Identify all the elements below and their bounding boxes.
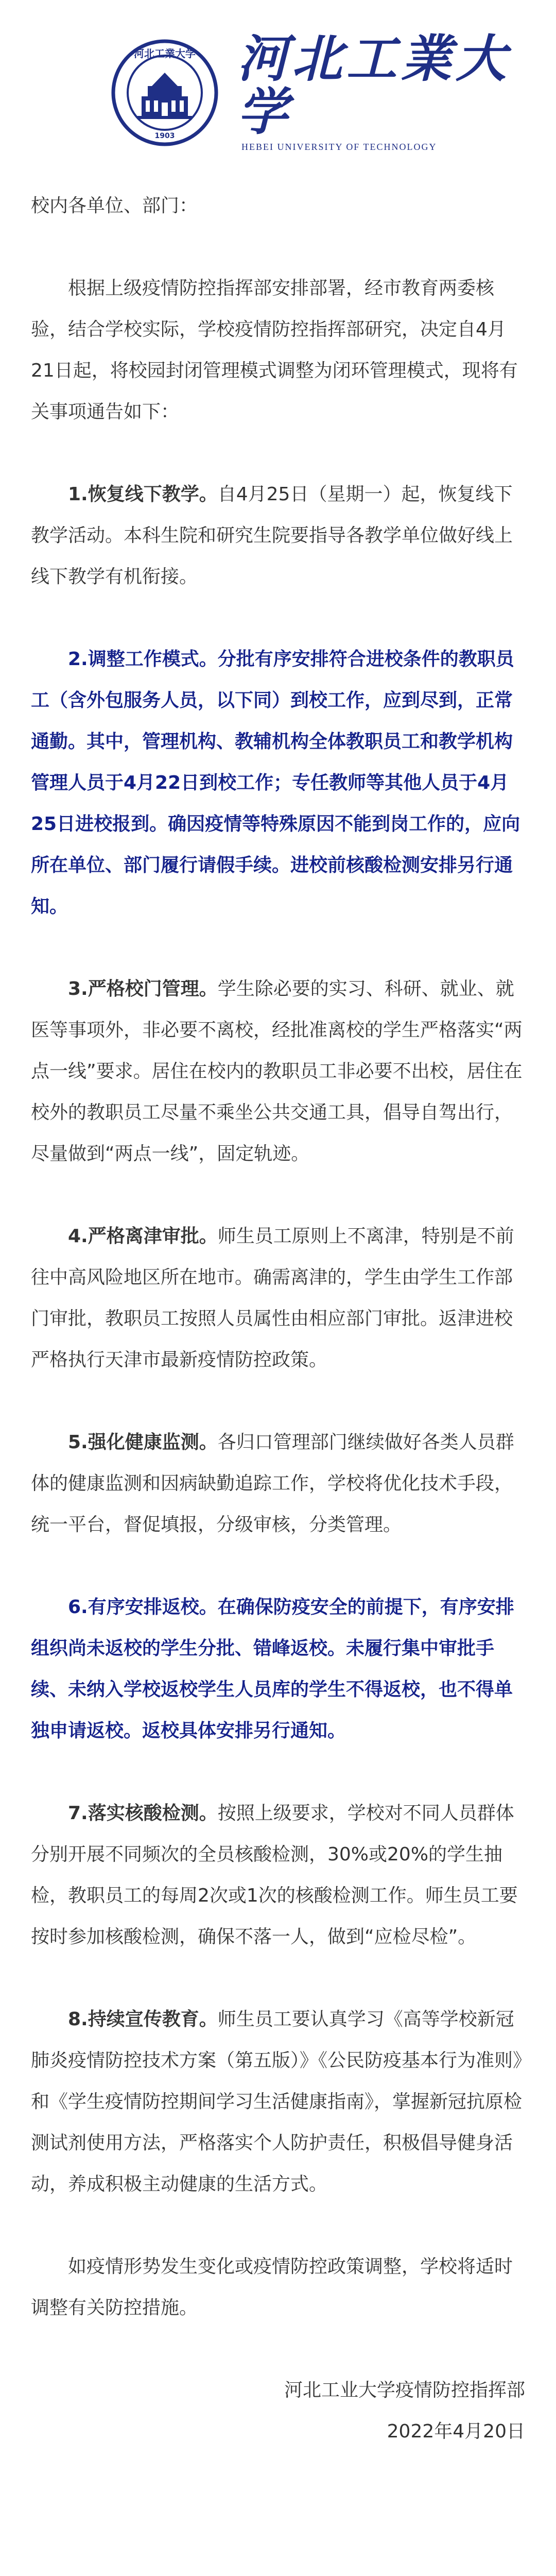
item-8-title: 8.持续宣传教育。 [68,2009,218,2030]
item-5-body: 各归口管理部门继续做好各类人员群体的健康监测和因病缺勤追踪工作，学校将优化技术手段，统一平台，督促填报，分级审核，分类管理。 [31,1432,514,1535]
notice-body [0,185,556,2452]
item-7 [31,1793,525,1958]
item-3 [31,969,525,1175]
item-3-body: 学生除必要的实习、科研、就业、就医等事项外，非必要不离校，经批准离校的学生严格落实“两点一线”要求。居住在校内的教职员工非必要不出校，居住在校外的教职员工尽量不乘坐公共交通工具，倡导自驾出行，尽量做到“两点一线”，固定轨迹。 [31,978,523,1164]
signature: 河北工业大学疫情防控指挥部 [284,2380,525,2401]
item-2: 2.调整工作模式。分批有序安排符合进校条件的教职员工（含外包服务人员，以下同）到校工作，应到尽到，正常通勤。其中，管理机构、教辅机构全体教职员工和教学机构管理人员于4月22日到校工作；专任教师等其他人员于4月25日进校报到。确因疫情等特殊原因不能到岗工作的，应向所在单位、部门履行请假手续。进校前核酸检测安排另行通知。 [31,649,520,917]
university-name-english: HEBEI UNIVERSITY OF TECHNOLOGY [241,142,437,152]
item-4-body: 师生员工原则上不离津，特别是不前往中高风险地区所在地市。确需离津的，学生由学生工作部门审批，教职员工按照人员属性由相应部门审批。返津进校严格执行天津市最新疫情防控政策。 [31,1226,514,1370]
item-7-title: 7.落实核酸检测。 [68,1803,218,1824]
item-1-body: 自4月25日（星期一）起，恢复线下教学活动。本科生院和研究生院要指导各教学单位做好线上线下教学有机衔接。 [31,484,513,587]
university-seal-logo [111,39,219,147]
item-8-body: 师生员工要认真学习《高等学校新冠肺炎疫情防控技术方案（第五版）》《公民防疫基本行为准则》和《学生疫情防控期间学习生活健康指南》，掌握新冠抗原检测试剂使用方法，严格落实个人防护责任，积极倡导健身活动，养成积极主动健康的生活方式。 [31,2009,523,2195]
intro-paragraph: 根据上级疫情防控指挥部安排部署，经市教育两委核验，结合学校实际，学校疫情防控指挥部研究，决定自4月21日起，将校园封闭管理模式调整为闭环管理模式，现将有关事项通告如下： [31,278,518,422]
svg-text:河北工業大学: 河北工業大学 [134,47,196,60]
item-3-title: 3.严格校门管理。 [68,978,218,999]
closing-paragraph: 如疫情形势发生变化或疫情防控政策调整，学校将适时调整有关防控措施。 [31,2256,513,2318]
university-name-logo: 河北工業大学 [237,29,511,142]
item-4 [31,1216,525,1381]
item-1-title: 1.恢复线下教学。 [68,484,218,505]
item-1 [31,474,525,598]
svg-text:1903: 1903 [154,132,175,140]
item-8 [31,1999,525,2205]
greeting: 校内各单位、部门： [31,195,198,216]
item-7-body: 按照上级要求，学校对不同人员群体分别开展不同频次的全员核酸检测，30%或20%的学生抽检，教职员工的每周2次或1次的核酸检测工作。师生员工要按时参加核酸检测，确保不落一人，做到“应检尽检”。 [31,1803,518,1947]
date: 2022年4月20日 [387,2421,525,2442]
item-5 [31,1422,525,1546]
item-4-title: 4.严格离津审批。 [68,1226,218,1247]
item-6: 6.有序安排返校。在确保防疫安全的前提下，有序安排组织尚未返校的学生分批、错峰返校。未履行集中审批手续、未纳入学校返校学生人员库的学生不得返校，也不得单独申请返校。返校具体安排另行通知。 [31,1597,514,1741]
item-5-title: 5.强化健康监测。 [68,1432,218,1453]
brand [237,29,556,153]
header [0,0,556,185]
